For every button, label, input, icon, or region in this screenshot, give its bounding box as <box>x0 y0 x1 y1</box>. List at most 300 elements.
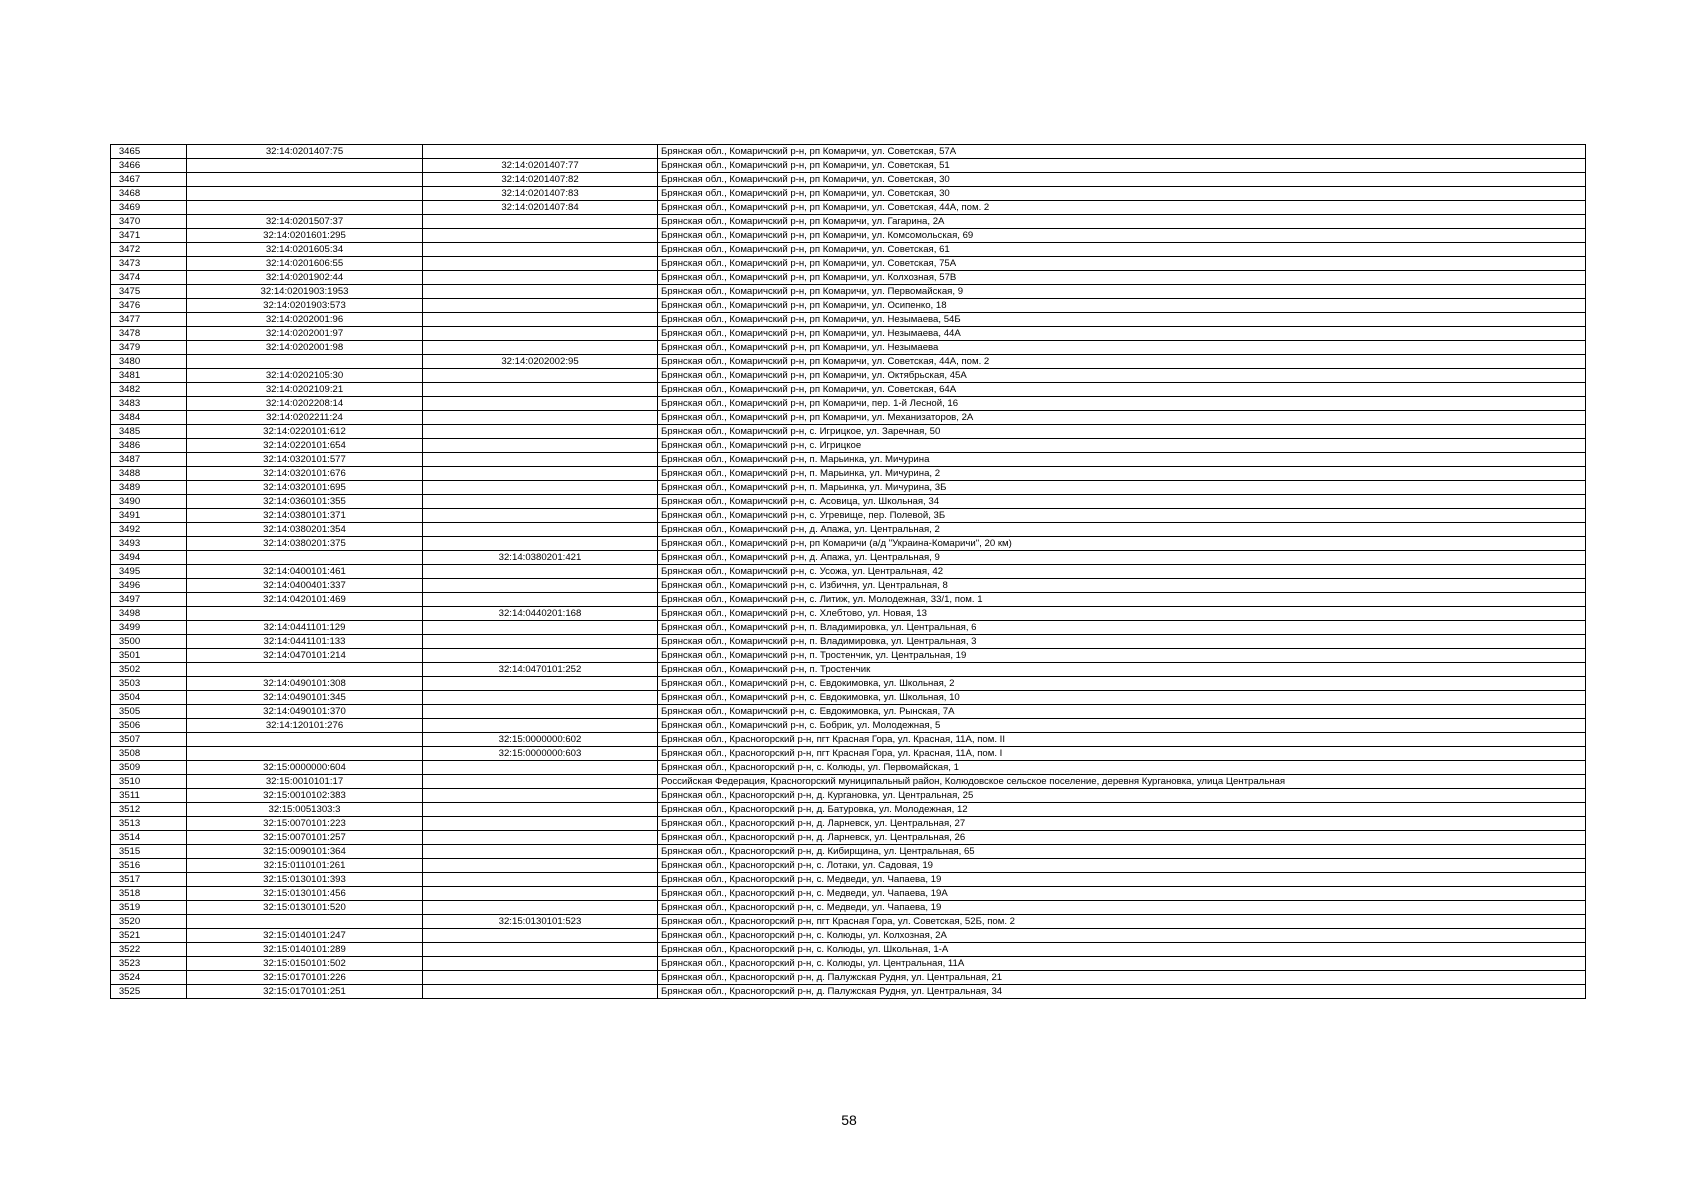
row-number-cell: 3504 <box>111 690 187 704</box>
table-row <box>111 326 1586 340</box>
cadastral-number-alt-cell <box>423 872 658 886</box>
row-number-cell: 3495 <box>111 564 187 578</box>
cadastral-number-cell <box>187 200 423 214</box>
row-number-cell: 3471 <box>111 228 187 242</box>
cadastral-number-alt-cell <box>423 928 658 942</box>
cadastral-number-cell: 32:14:0202208:14 <box>187 396 423 410</box>
cadastral-number-alt-cell <box>423 424 658 438</box>
row-number-cell: 3472 <box>111 242 187 256</box>
row-number-cell: 3485 <box>111 424 187 438</box>
cadastral-number-alt-cell <box>423 494 658 508</box>
address-cell: Брянская обл., Красногорский р-н, д. Батуровка, ул. Молодежная, 12 <box>658 802 1586 816</box>
row-number-cell: 3469 <box>111 200 187 214</box>
cadastral-number-alt-cell: 32:14:0202002:95 <box>423 354 658 368</box>
cadastral-number-alt-cell <box>423 886 658 900</box>
cadastral-number-alt-cell <box>423 620 658 634</box>
row-number-cell: 3494 <box>111 550 187 564</box>
address-cell: Брянская обл., Комаричский р-н, рп Комаричи, ул. Советская, 61 <box>658 242 1586 256</box>
table-row <box>111 480 1586 494</box>
table-row <box>111 830 1586 844</box>
address-cell: Брянская обл., Комаричский р-н, рп Комаричи, ул. Незымаева, 54Б <box>658 312 1586 326</box>
address-cell: Брянская обл., Комаричский р-н, рп Комаричи, ул. Советская, 57А <box>658 144 1586 158</box>
cadastral-number-cell: 32:14:0441101:129 <box>187 620 423 634</box>
table-row <box>111 340 1586 354</box>
cadastral-number-alt-cell <box>423 900 658 914</box>
row-number-cell: 3513 <box>111 816 187 830</box>
cadastral-number-alt-cell <box>423 592 658 606</box>
cadastral-number-alt-cell <box>423 760 658 774</box>
cadastral-number-cell: 32:15:0140101:289 <box>187 942 423 956</box>
table-row <box>111 942 1586 956</box>
table-row <box>111 900 1586 914</box>
row-number-cell: 3497 <box>111 592 187 606</box>
cadastral-number-cell: 32:15:0150101:502 <box>187 956 423 970</box>
table-row <box>111 186 1586 200</box>
cadastral-number-alt-cell <box>423 970 658 984</box>
row-number-cell: 3483 <box>111 396 187 410</box>
address-cell: Брянская обл., Комаричский р-н, рп Комаричи, ул. Первомайская, 9 <box>658 284 1586 298</box>
address-cell: Брянская обл., Красногорский р-н, с. Колюды, ул. Школьная, 1-А <box>658 942 1586 956</box>
row-number-cell: 3501 <box>111 648 187 662</box>
cadastral-number-alt-cell <box>423 382 658 396</box>
cadastral-number-cell: 32:15:0070101:257 <box>187 830 423 844</box>
cadastral-number-cell: 32:14:0490101:308 <box>187 676 423 690</box>
cadastral-number-cell: 32:14:0490101:370 <box>187 704 423 718</box>
address-cell: Брянская обл., Комаричский р-н, д. Апажа, ул. Центральная, 9 <box>658 550 1586 564</box>
row-number-cell: 3520 <box>111 914 187 928</box>
row-number-cell: 3525 <box>111 984 187 998</box>
row-number-cell: 3505 <box>111 704 187 718</box>
cadastral-number-cell: 32:15:0010102:383 <box>187 788 423 802</box>
cadastral-number-cell: 32:14:0320101:577 <box>187 452 423 466</box>
cadastral-number-cell <box>187 550 423 564</box>
cadastral-number-alt-cell <box>423 858 658 872</box>
cadastral-number-cell: 32:14:0201605:34 <box>187 242 423 256</box>
cadastral-number-alt-cell: 32:14:0201407:77 <box>423 158 658 172</box>
table-row <box>111 970 1586 984</box>
row-number-cell: 3487 <box>111 452 187 466</box>
cadastral-number-cell: 32:14:0400101:461 <box>187 564 423 578</box>
row-number-cell: 3486 <box>111 438 187 452</box>
cadastral-number-alt-cell <box>423 676 658 690</box>
address-cell: Брянская обл., Комаричский р-н, п. Тростенчик, ул. Центральная, 19 <box>658 648 1586 662</box>
cadastral-number-cell: 32:15:0000000:604 <box>187 760 423 774</box>
table-row <box>111 760 1586 774</box>
cadastral-number-cell: 32:14:0220101:612 <box>187 424 423 438</box>
table-row <box>111 410 1586 424</box>
cadastral-number-cell <box>187 186 423 200</box>
cadastral-number-alt-cell <box>423 536 658 550</box>
table-row <box>111 228 1586 242</box>
cadastral-number-cell: 32:14:0202001:98 <box>187 340 423 354</box>
table-row <box>111 634 1586 648</box>
row-number-cell: 3517 <box>111 872 187 886</box>
address-cell: Брянская обл., Комаричский р-н, п. Владимировка, ул. Центральная, 6 <box>658 620 1586 634</box>
cadastral-number-cell: 32:14:120101:276 <box>187 718 423 732</box>
table-row <box>111 872 1586 886</box>
cadastral-number-alt-cell <box>423 634 658 648</box>
address-cell: Брянская обл., Комаричский р-н, рп Комаричи, ул. Осипенко, 18 <box>658 298 1586 312</box>
table-row <box>111 312 1586 326</box>
cadastral-number-cell: 32:14:0202109:21 <box>187 382 423 396</box>
row-number-cell: 3506 <box>111 718 187 732</box>
row-number-cell: 3489 <box>111 480 187 494</box>
cadastral-number-alt-cell <box>423 284 658 298</box>
cadastral-number-cell: 32:15:0170101:226 <box>187 970 423 984</box>
row-number-cell: 3484 <box>111 410 187 424</box>
cadastral-number-cell: 32:15:0170101:251 <box>187 984 423 998</box>
cadastral-number-alt-cell <box>423 466 658 480</box>
table-row <box>111 956 1586 970</box>
address-cell: Брянская обл., Красногорский р-н, д. Ларневск, ул. Центральная, 27 <box>658 816 1586 830</box>
address-cell: Брянская обл., Комаричский р-н, п. Марьинка, ул. Мичурина <box>658 452 1586 466</box>
table-row <box>111 564 1586 578</box>
address-cell: Брянская обл., Комаричский р-н, с. Евдокимовка, ул. Школьная, 2 <box>658 676 1586 690</box>
address-cell: Брянская обл., Комаричский р-н, с. Игрицкое, ул. Заречная, 50 <box>658 424 1586 438</box>
table-row <box>111 802 1586 816</box>
address-cell: Брянская обл., Комаричский р-н, п. Марьинка, ул. Мичурина, 3Б <box>658 480 1586 494</box>
row-number-cell: 3509 <box>111 760 187 774</box>
address-cell: Брянская обл., Красногорский р-н, д. Кибирщина, ул. Центральная, 65 <box>658 844 1586 858</box>
cadastral-number-alt-cell <box>423 704 658 718</box>
row-number-cell: 3473 <box>111 256 187 270</box>
row-number-cell: 3503 <box>111 676 187 690</box>
row-number-cell: 3515 <box>111 844 187 858</box>
cadastral-number-cell: 32:14:0400401:337 <box>187 578 423 592</box>
cadastral-number-cell: 32:15:0130101:456 <box>187 886 423 900</box>
cadastral-number-cell: 32:14:0320101:695 <box>187 480 423 494</box>
cadastral-number-alt-cell <box>423 228 658 242</box>
row-number-cell: 3468 <box>111 186 187 200</box>
table-row <box>111 914 1586 928</box>
cadastral-number-alt-cell <box>423 774 658 788</box>
address-cell: Брянская обл., Комаричский р-н, с. Усожа, ул. Центральная, 42 <box>658 564 1586 578</box>
row-number-cell: 3496 <box>111 578 187 592</box>
table-row <box>111 158 1586 172</box>
cadastral-number-alt-cell <box>423 312 658 326</box>
table-row <box>111 298 1586 312</box>
cadastral-number-cell: 32:14:0360101:355 <box>187 494 423 508</box>
table-row <box>111 746 1586 760</box>
address-cell: Брянская обл., Красногорский р-н, с. Медведи, ул. Чапаева, 19А <box>658 886 1586 900</box>
row-number-cell: 3491 <box>111 508 187 522</box>
table-row <box>111 774 1586 788</box>
address-cell: Брянская обл., Комаричский р-н, рп Комаричи, ул. Советская, 51 <box>658 158 1586 172</box>
cadastral-number-alt-cell <box>423 788 658 802</box>
table-row <box>111 732 1586 746</box>
table-row <box>111 662 1586 676</box>
address-cell: Брянская обл., Красногорский р-н, д. Палужская Рудня, ул. Центральная, 34 <box>658 984 1586 998</box>
cadastral-number-alt-cell <box>423 410 658 424</box>
row-number-cell: 3522 <box>111 942 187 956</box>
table-row <box>111 438 1586 452</box>
table-row <box>111 284 1586 298</box>
row-number-cell: 3502 <box>111 662 187 676</box>
row-number-cell: 3508 <box>111 746 187 760</box>
cadastral-number-alt-cell: 32:14:0201407:83 <box>423 186 658 200</box>
address-cell: Брянская обл., Красногорский р-н, с. Медведи, ул. Чапаева, 19 <box>658 872 1586 886</box>
table-row <box>111 578 1586 592</box>
table-row <box>111 606 1586 620</box>
cadastral-number-alt-cell <box>423 690 658 704</box>
cadastral-number-alt-cell <box>423 802 658 816</box>
row-number-cell: 3514 <box>111 830 187 844</box>
row-number-cell: 3478 <box>111 326 187 340</box>
cadastral-number-alt-cell <box>423 578 658 592</box>
table-row <box>111 816 1586 830</box>
address-cell: Брянская обл., Комаричский р-н, с. Евдокимовка, ул. Рынская, 7А <box>658 704 1586 718</box>
address-cell: Брянская обл., Комаричский р-н, рп Комаричи, ул. Октябрьская, 45А <box>658 368 1586 382</box>
cadastral-number-cell: 32:14:0202001:96 <box>187 312 423 326</box>
cadastral-number-cell: 32:14:0380101:371 <box>187 508 423 522</box>
row-number-cell: 3500 <box>111 634 187 648</box>
cadastral-number-cell: 32:15:0130101:520 <box>187 900 423 914</box>
address-cell: Брянская обл., Красногорский р-н, с. Колюды, ул. Центральная, 11А <box>658 956 1586 970</box>
address-cell: Брянская обл., Красногорский р-н, с. Лотаки, ул. Садовая, 19 <box>658 858 1586 872</box>
cadastral-number-alt-cell <box>423 242 658 256</box>
row-number-cell: 3479 <box>111 340 187 354</box>
row-number-cell: 3516 <box>111 858 187 872</box>
property-registry-table <box>110 144 1586 999</box>
cadastral-number-cell: 32:14:0202105:30 <box>187 368 423 382</box>
cadastral-number-alt-cell: 32:14:0201407:82 <box>423 172 658 186</box>
cadastral-number-cell: 32:14:0202001:97 <box>187 326 423 340</box>
table-row <box>111 620 1586 634</box>
table-row <box>111 242 1586 256</box>
address-cell: Брянская обл., Комаричский р-н, рп Комаричи, ул. Незымаева, 44А <box>658 326 1586 340</box>
row-number-cell: 3499 <box>111 620 187 634</box>
address-cell: Брянская обл., Комаричский р-н, с. Угревище, пер. Полевой, 3Б <box>658 508 1586 522</box>
cadastral-number-alt-cell <box>423 830 658 844</box>
cadastral-number-alt-cell <box>423 564 658 578</box>
address-cell: Брянская обл., Красногорский р-н, с. Колюды, ул. Колхозная, 2А <box>658 928 1586 942</box>
address-cell: Брянская обл., Комаричский р-н, с. Литиж, ул. Молодежная, 33/1, пом. 1 <box>658 592 1586 606</box>
cadastral-number-cell: 32:15:0070101:223 <box>187 816 423 830</box>
row-number-cell: 3475 <box>111 284 187 298</box>
row-number-cell: 3519 <box>111 900 187 914</box>
address-cell: Брянская обл., Комаричский р-н, д. Апажа, ул. Центральная, 2 <box>658 522 1586 536</box>
address-cell: Брянская обл., Комаричский р-н, рп Комаричи, ул. Советская, 44А, пом. 2 <box>658 354 1586 368</box>
cadastral-number-cell: 32:15:0110101:261 <box>187 858 423 872</box>
cadastral-number-cell: 32:14:0441101:133 <box>187 634 423 648</box>
table-row <box>111 200 1586 214</box>
address-cell: Брянская обл., Комаричский р-н, рп Комаричи, ул. Гагарина, 2А <box>658 214 1586 228</box>
row-number-cell: 3524 <box>111 970 187 984</box>
cadastral-number-cell: 32:14:0201902:44 <box>187 270 423 284</box>
table-row <box>111 382 1586 396</box>
row-number-cell: 3512 <box>111 802 187 816</box>
address-cell: Брянская обл., Комаричский р-н, рп Комаричи, ул. Комсомольская, 69 <box>658 228 1586 242</box>
cadastral-number-cell: 32:14:0201606:55 <box>187 256 423 270</box>
address-cell: Брянская обл., Комаричский р-н, с. Хлебтово, ул. Новая, 13 <box>658 606 1586 620</box>
table-row <box>111 424 1586 438</box>
cadastral-number-cell <box>187 354 423 368</box>
cadastral-number-cell: 32:14:0202211:24 <box>187 410 423 424</box>
cadastral-number-alt-cell <box>423 298 658 312</box>
table-row <box>111 354 1586 368</box>
address-cell: Брянская обл., Красногорский р-н, пгт Красная Гора, ул. Советская, 52Б, пом. 2 <box>658 914 1586 928</box>
row-number-cell: 3467 <box>111 172 187 186</box>
address-cell: Брянская обл., Комаричский р-н, п. Марьинка, ул. Мичурина, 2 <box>658 466 1586 480</box>
cadastral-number-alt-cell: 32:15:0130101:523 <box>423 914 658 928</box>
table-row <box>111 396 1586 410</box>
address-cell: Брянская обл., Комаричский р-н, рп Комаричи, ул. Советская, 75А <box>658 256 1586 270</box>
cadastral-number-cell <box>187 732 423 746</box>
cadastral-number-alt-cell <box>423 844 658 858</box>
table-row <box>111 928 1586 942</box>
cadastral-number-alt-cell <box>423 214 658 228</box>
address-cell: Брянская обл., Красногорский р-н, д. Кургановка, ул. Центральная, 25 <box>658 788 1586 802</box>
cadastral-number-cell: 32:14:0490101:345 <box>187 690 423 704</box>
cadastral-number-alt-cell <box>423 144 658 158</box>
cadastral-number-alt-cell <box>423 816 658 830</box>
address-cell: Брянская обл., Комаричский р-н, п. Тростенчик <box>658 662 1586 676</box>
cadastral-number-cell: 32:15:0130101:393 <box>187 872 423 886</box>
cadastral-number-alt-cell <box>423 452 658 466</box>
cadastral-number-alt-cell <box>423 270 658 284</box>
cadastral-number-cell: 32:14:0201903:1953 <box>187 284 423 298</box>
address-cell: Брянская обл., Красногорский р-н, д. Палужская Рудня, ул. Центральная, 21 <box>658 970 1586 984</box>
address-cell: Брянская обл., Красногорский р-н, с. Медведи, ул. Чапаева, 19 <box>658 900 1586 914</box>
cadastral-number-cell: 32:14:0420101:469 <box>187 592 423 606</box>
address-cell: Брянская обл., Комаричский р-н, с. Асовица, ул. Школьная, 34 <box>658 494 1586 508</box>
table-row <box>111 522 1586 536</box>
cadastral-number-alt-cell <box>423 942 658 956</box>
table-row <box>111 886 1586 900</box>
cadastral-number-alt-cell <box>423 438 658 452</box>
row-number-cell: 3507 <box>111 732 187 746</box>
address-cell: Брянская обл., Красногорский р-н, с. Колюды, ул. Первомайская, 1 <box>658 760 1586 774</box>
row-number-cell: 3518 <box>111 886 187 900</box>
row-number-cell: 3511 <box>111 788 187 802</box>
table-row <box>111 690 1586 704</box>
table-row <box>111 858 1586 872</box>
table-row <box>111 718 1586 732</box>
cadastral-number-alt-cell <box>423 256 658 270</box>
cadastral-number-alt-cell <box>423 396 658 410</box>
cadastral-number-cell: 32:14:0470101:214 <box>187 648 423 662</box>
cadastral-number-cell: 32:14:0201407:75 <box>187 144 423 158</box>
cadastral-number-cell: 32:15:0051303:3 <box>187 802 423 816</box>
cadastral-number-cell <box>187 158 423 172</box>
row-number-cell: 3480 <box>111 354 187 368</box>
table-row <box>111 648 1586 662</box>
row-number-cell: 3521 <box>111 928 187 942</box>
cadastral-number-cell: 32:15:0090101:364 <box>187 844 423 858</box>
cadastral-number-alt-cell <box>423 984 658 998</box>
address-cell: Брянская обл., Комаричский р-н, п. Владимировка, ул. Центральная, 3 <box>658 634 1586 648</box>
cadastral-number-alt-cell <box>423 956 658 970</box>
row-number-cell: 3482 <box>111 382 187 396</box>
cadastral-number-cell <box>187 914 423 928</box>
cadastral-number-alt-cell <box>423 368 658 382</box>
row-number-cell: 3474 <box>111 270 187 284</box>
table-row <box>111 984 1586 998</box>
row-number-cell: 3466 <box>111 158 187 172</box>
address-cell: Брянская обл., Комаричский р-н, рп Комаричи, ул. Механизаторов, 2А <box>658 410 1586 424</box>
table-row <box>111 844 1586 858</box>
row-number-cell: 3476 <box>111 298 187 312</box>
table-row <box>111 508 1586 522</box>
row-number-cell: 3481 <box>111 368 187 382</box>
table-row <box>111 368 1586 382</box>
cadastral-number-cell: 32:14:0380201:375 <box>187 536 423 550</box>
table-row <box>111 144 1586 158</box>
table-row <box>111 536 1586 550</box>
cadastral-number-cell: 32:14:0380201:354 <box>187 522 423 536</box>
address-cell: Брянская обл., Комаричский р-н, рп Комаричи, ул. Незымаева <box>658 340 1586 354</box>
address-cell: Брянская обл., Комаричский р-н, с. Избичня, ул. Центральная, 8 <box>658 578 1586 592</box>
cadastral-number-cell: 32:14:0220101:654 <box>187 438 423 452</box>
address-cell: Брянская обл., Комаричский р-н, рп Комаричи, пер. 1-й Лесной, 16 <box>658 396 1586 410</box>
row-number-cell: 3498 <box>111 606 187 620</box>
address-cell: Брянская обл., Комаричский р-н, рп Комаричи, ул. Советская, 44А, пом. 2 <box>658 200 1586 214</box>
page-number: 58 <box>841 1112 857 1128</box>
registry-table-body <box>111 144 1586 998</box>
cadastral-number-alt-cell <box>423 648 658 662</box>
cadastral-number-cell: 32:14:0320101:676 <box>187 466 423 480</box>
cadastral-number-alt-cell <box>423 326 658 340</box>
address-cell: Брянская обл., Красногорский р-н, д. Ларневск, ул. Центральная, 26 <box>658 830 1586 844</box>
cadastral-number-cell: 32:15:0010101:17 <box>187 774 423 788</box>
cadastral-number-alt-cell: 32:14:0201407:84 <box>423 200 658 214</box>
cadastral-number-alt-cell: 32:14:0470101:252 <box>423 662 658 676</box>
cadastral-number-cell: 32:15:0140101:247 <box>187 928 423 942</box>
row-number-cell: 3493 <box>111 536 187 550</box>
cadastral-number-cell <box>187 662 423 676</box>
row-number-cell: 3488 <box>111 466 187 480</box>
table-row <box>111 256 1586 270</box>
address-cell: Брянская обл., Комаричский р-н, рп Комаричи, ул. Советская, 30 <box>658 172 1586 186</box>
row-number-cell: 3470 <box>111 214 187 228</box>
address-cell: Российская Федерация, Красногорский муниципальный район, Колюдовское сельское поселение, деревня Кургановка, улица Центральная <box>658 774 1586 788</box>
table-row <box>111 466 1586 480</box>
row-number-cell: 3465 <box>111 144 187 158</box>
row-number-cell: 3510 <box>111 774 187 788</box>
row-number-cell: 3492 <box>111 522 187 536</box>
cadastral-number-alt-cell <box>423 508 658 522</box>
address-cell: Брянская обл., Комаричский р-н, с. Бобрик, ул. Молодежная, 5 <box>658 718 1586 732</box>
cadastral-number-cell <box>187 172 423 186</box>
row-number-cell: 3477 <box>111 312 187 326</box>
table-row <box>111 550 1586 564</box>
address-cell: Брянская обл., Комаричский р-н, рп Комаричи, ул. Советская, 30 <box>658 186 1586 200</box>
cadastral-number-cell: 32:14:0201903:573 <box>187 298 423 312</box>
cadastral-number-alt-cell: 32:15:0000000:602 <box>423 732 658 746</box>
cadastral-number-alt-cell <box>423 340 658 354</box>
table-row <box>111 592 1586 606</box>
address-cell: Брянская обл., Комаричский р-н, рп Комаричи (а/д "Украина-Комаричи", 20 км) <box>658 536 1586 550</box>
cadastral-number-alt-cell <box>423 480 658 494</box>
cadastral-number-cell <box>187 746 423 760</box>
row-number-cell: 3490 <box>111 494 187 508</box>
cadastral-number-cell: 32:14:0201601:295 <box>187 228 423 242</box>
address-cell: Брянская обл., Красногорский р-н, пгт Красная Гора, ул. Красная, 11А, пом. I <box>658 746 1586 760</box>
table-row <box>111 704 1586 718</box>
cadastral-number-alt-cell <box>423 718 658 732</box>
table-row <box>111 788 1586 802</box>
address-cell: Брянская обл., Красногорский р-н, пгт Красная Гора, ул. Красная, 11А, пом. II <box>658 732 1586 746</box>
address-cell: Брянская обл., Комаричский р-н, рп Комаричи, ул. Советская, 64А <box>658 382 1586 396</box>
table-row <box>111 172 1586 186</box>
table-row <box>111 676 1586 690</box>
row-number-cell: 3523 <box>111 956 187 970</box>
table-row <box>111 494 1586 508</box>
address-cell: Брянская обл., Комаричский р-н, рп Комаричи, ул. Колхозная, 57В <box>658 270 1586 284</box>
table-row <box>111 270 1586 284</box>
address-cell: Брянская обл., Комаричский р-н, с. Евдокимовка, ул. Школьная, 10 <box>658 690 1586 704</box>
cadastral-number-cell <box>187 606 423 620</box>
